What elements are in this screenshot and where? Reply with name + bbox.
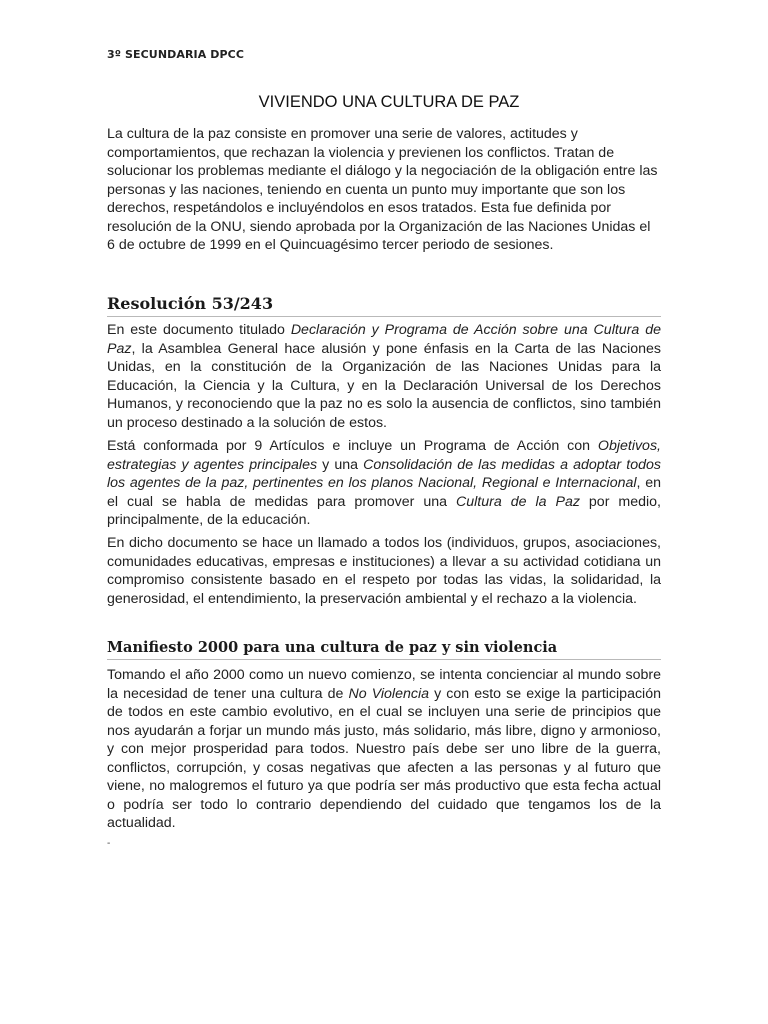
- document-title-text: VIVIENDO UNA CULTURA DE PAZ: [258, 93, 520, 111]
- document-title: [0, 93, 768, 112]
- text-run: En este documento titulado: [107, 322, 291, 338]
- text-run: por medio, principalmente, de la educación.: [107, 493, 661, 528]
- resolucion-paragraph-1: [107, 321, 661, 432]
- italic-run: Cultura de la Paz: [455, 493, 580, 510]
- intro-paragraph: La cultura de la paz consiste en promover una serie de valores, actitudes y comportamientos, que rechazan la violencia y previenen los conflictos. Tratan de solucionar los problemas mediante el diálogo y la negociación de la obligación entre las personas y las naciones, teniendo en cuenta un punto muy importante que son los derechos, respetándolos e incluyéndolos en esos tratados. Esta fue definida por resolución de la ONU, siendo aprobada por la Organización de las Naciones Unidas el 6 de octubre de 1999 en el Quincuagésimo tercer periodo de sesiones.: [107, 126, 658, 253]
- text-run: , la Asamblea General hace alusión y pone énfasis en la Carta de las Naciones Unidas, en la constitución de la Organización de las Naciones Unidas para la Educación, la Ciencia y la Cultura, y en la Declaración Universal de los Derechos Humanos, y reconociendo que la paz no es solo la ausencia de conflictos, sino también un proceso destinado a la solución de estos.: [107, 340, 661, 431]
- italic-run: Declaración y Programa de Acción sobre una Cultura de Paz: [107, 322, 661, 357]
- text-run: Tomando el año 2000 como un nuevo comienzo, se intenta concienciar al mundo sobre la necesidad de tener una cultura de: [107, 667, 661, 702]
- resolucion-paragraph-2: [107, 437, 661, 530]
- text-run: , en el cual se habla de medidas para promover una: [107, 475, 661, 510]
- section-heading-manifiesto: Manifiesto 2000 para una cultura de paz y sin violencia: [107, 639, 661, 660]
- italic-run: Consolidación de las medidas a adoptar todos los agentes de la paz, pertinentes en los planos Nacional, Regional e Internacional: [107, 456, 661, 491]
- course-header: 3º SECUNDARIA DPCC: [107, 48, 245, 61]
- italic-run: No Violencia: [348, 685, 430, 702]
- text-run: Está conformada por 9 Artículos e incluye un Programa de Acción con: [107, 438, 598, 454]
- text-run: y con esto se exige la participación de todos en este cambio evolutivo, en el cual se incluyen una serie de principios que nos ayudarán a forjar un mundo más justo, más solidario, más libre, digno y armonioso, y con mejor prosperidad para todos. Nuestro país debe ser uno libre de la guerra, conflictos, corrupción, y cosas negativas que afecten a las personas y al futuro que viene, no malogremos el futuro ya que podría ser más productivo que esta fecha actual o podría ser todo lo contrario dependiendo del cuidado que tengamos los de la actualidad.: [107, 685, 661, 831]
- manifiesto-paragraph: [107, 666, 661, 833]
- text-run: y una: [317, 456, 364, 473]
- italic-run: Objetivos, estrategias y agentes principales: [107, 438, 661, 473]
- stray-mark: -: [107, 838, 111, 849]
- resolucion-paragraph-3: En dicho documento se hace un llamado a todos los (individuos, grupos, asociaciones, comunidades educativas, empresas e instituciones) a llevar a su actividad cotidiana un compromiso consistente basado en el respeto por todas las vidas, la solidaridad, la generosidad, el entendimiento, la preservación ambiental y el rechazo a la violencia.: [107, 535, 661, 607]
- section-heading-resolucion: Resolución 53/243: [107, 294, 661, 317]
